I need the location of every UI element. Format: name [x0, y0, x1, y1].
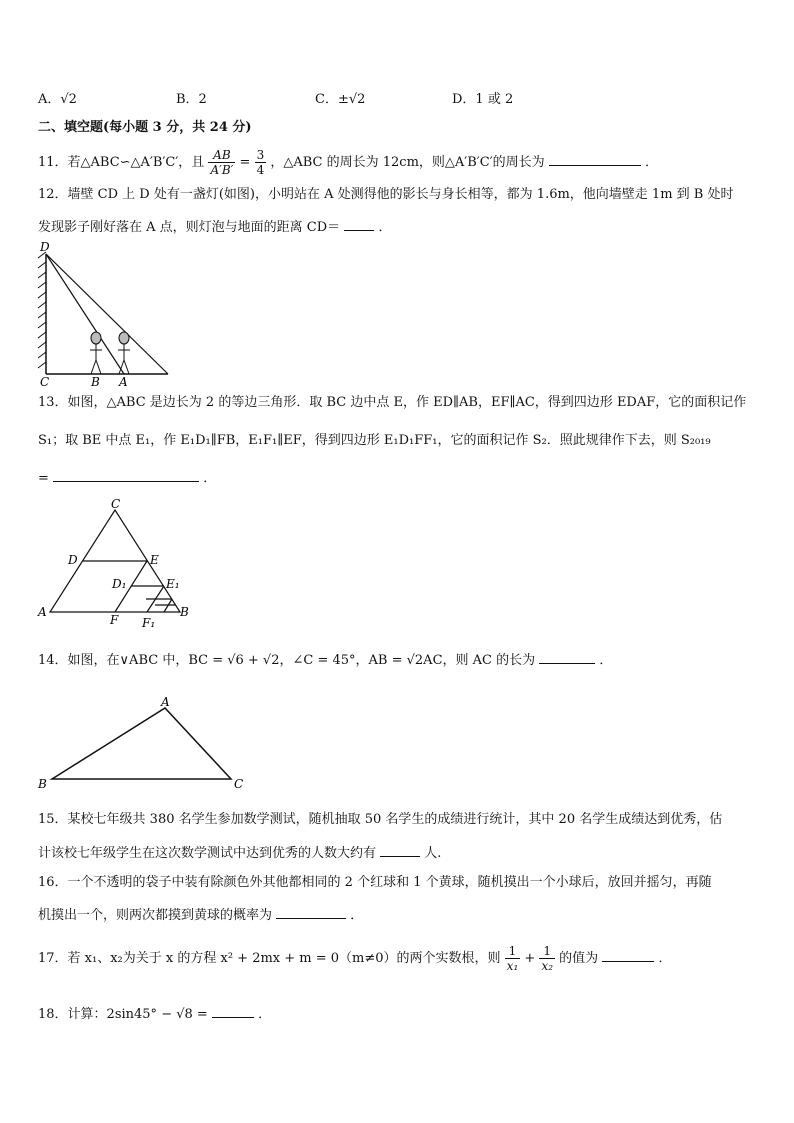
label-a: A — [161, 696, 170, 709]
label-b: B — [180, 605, 189, 619]
section-title: 二、填空题(每小题 3 分，共 24 分) — [38, 120, 252, 135]
q11-fraction-2: $\frac{3}{4}$ — [256, 148, 265, 177]
q12-lamp-figure — [34, 238, 174, 388]
label-e: E — [150, 553, 159, 567]
wall-hatching — [38, 252, 46, 368]
label-a: A — [38, 605, 47, 619]
q13-triangle-figure — [34, 496, 199, 631]
option-d: D．1 或 2 — [452, 92, 514, 107]
label-f1: F₁ — [142, 616, 156, 630]
option-c: C．±√2 — [315, 92, 366, 107]
label-b: B — [91, 375, 100, 388]
q12-line-2: 发现影子刚好落在 A 点，则灯泡与地面的距离 CD＝ ． — [38, 217, 391, 237]
option-b: B．2 — [176, 92, 207, 107]
q18-answer-blank[interactable] — [212, 1004, 254, 1018]
label-c: C — [234, 777, 244, 791]
q11-equals: = — [239, 155, 251, 170]
q11-suffix: ，△ABC 的周长为 12cm，则△A′B′C′的周长为 — [270, 155, 545, 170]
q16-line-2: 机摸出一个，则两次都摸到黄球的概率为 ． — [38, 905, 363, 925]
q16-answer-blank[interactable] — [276, 905, 346, 919]
label-c: C — [40, 375, 50, 388]
q12-answer-blank[interactable] — [344, 217, 374, 231]
light-ray-1 — [46, 254, 168, 374]
q15-answer-blank[interactable] — [380, 843, 420, 857]
label-d: D — [68, 553, 78, 567]
label-e1: E₁ — [166, 577, 180, 591]
question-18: 18．计算：2sin45° − √8 = ． — [38, 1004, 271, 1024]
q17-answer-blank[interactable] — [602, 948, 654, 962]
q13-line-1: 13．如图，△ABC 是边长为 2 的等边三角形．取 BC 边中点 E，作 ED∥AB，EF∥AC，得到四边形 EDAF，它的面积记作 — [38, 395, 747, 410]
q13-line-2: S₁；取 BE 中点 E₁，作 E₁D₁∥FB，E₁F₁∥EF，得到四边形 E₁D₁FF₁，它的面积记作 S₂．照此规律作下去，则 S₂₀₁₉ — [38, 433, 711, 448]
q14-answer-blank[interactable] — [539, 650, 595, 664]
label-d: D — [40, 240, 50, 254]
q17-fraction-1: $\frac{1}{\text{x₁}}$ — [506, 944, 519, 973]
light-ray-2 — [46, 254, 124, 374]
q12-line-1: 12．墙壁 CD 上 D 处有一盏灯(如图)，小明站在 A 处测得他的影长与身长相等，都为 1.6m，他向墙壁走 1m 到 B 处时 — [38, 187, 734, 202]
q11-fraction-1: $\frac{AB}{A'B'}$ — [210, 148, 234, 177]
label-c: C — [111, 497, 121, 511]
question-11: 11．若△ABC∽△A′B′C′，且 $\frac{AB}{A'B'}$ = $\frac{3}{4}$ ，△ABC 的周长为 12cm，则△A′B′C′的周长为 ． — [38, 148, 658, 177]
triangle-abc — [52, 708, 231, 779]
q13-line-3: = ． — [38, 468, 216, 488]
q17-fraction-2: $\frac{1}{\text{x₂}}$ — [541, 944, 554, 973]
q15-line-1: 15．某校七年级共 380 名学生参加数学测试，随机抽取 50 名学生的成绩进行统计，其中 20 名学生成绩达到优秀，估 — [38, 812, 723, 827]
label-a: A — [119, 375, 128, 388]
q11-prefix: 11．若△ABC∽△A′B′C′，且 — [38, 155, 205, 170]
q14-triangle-figure — [34, 696, 254, 792]
question-14: 14．如图，在∨ABC 中，BC = √6 + √2，∠C = 45°，AB = √2AC，则 AC 的长为 ． — [38, 650, 612, 670]
option-a: A．√2 — [38, 92, 77, 107]
q16-line-1: 16．一个不透明的袋子中装有除颜色外其他都相同的 2 个红球和 1 个黄球，随机摸出一个小球后，放回并摇匀，再随 — [38, 875, 712, 890]
q15-line-2: 计该校七年级学生在这次数学测试中达到优秀的人数大约有 人. — [38, 843, 441, 863]
label-b: B — [38, 777, 47, 791]
q11-answer-blank[interactable] — [549, 152, 641, 166]
question-17: 17．若 x₁、x₂为关于 x 的方程 x² + 2mx + m = 0（m≠0）的两个实数根，则 $\frac{1}{\text{x₁}}$ + $\frac{1}{\text{x₂}}$ 的值为 ． — [38, 944, 672, 973]
q13-answer-blank[interactable] — [53, 468, 199, 482]
person-at-b — [90, 332, 102, 374]
label-f: F — [110, 613, 119, 627]
label-d1: D₁ — [112, 577, 127, 591]
